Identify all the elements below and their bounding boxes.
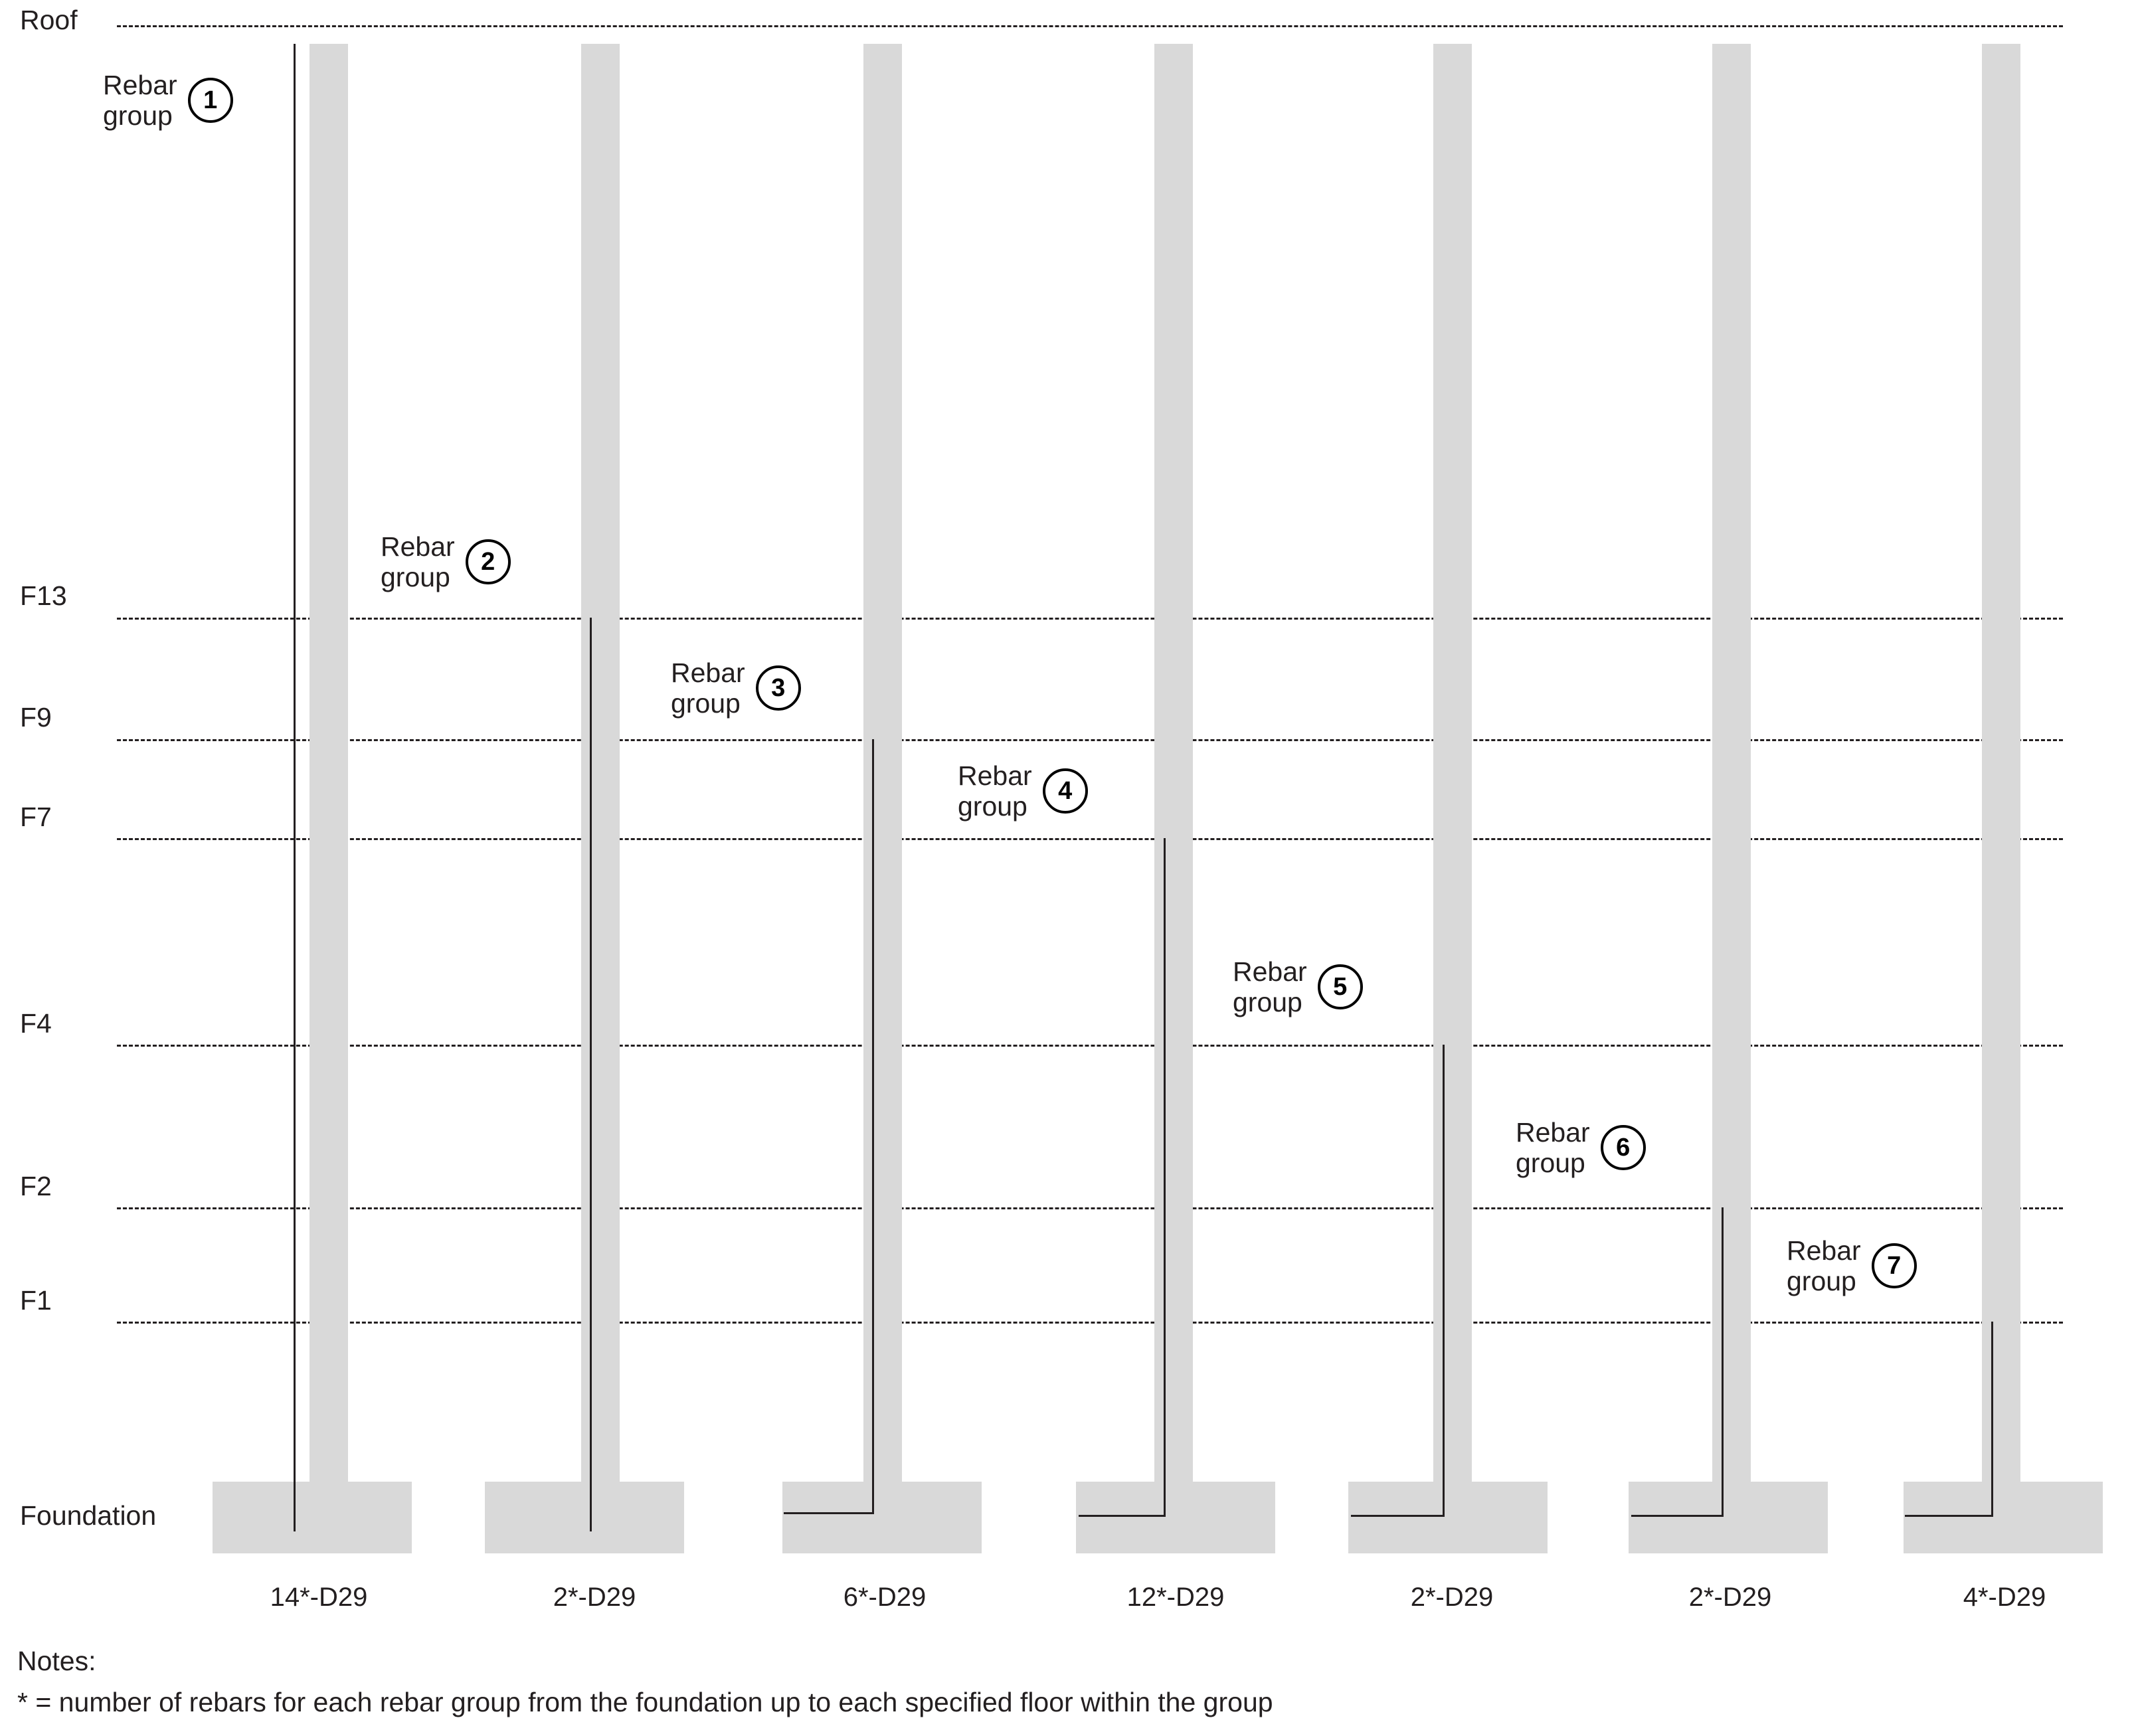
level-line-f2 bbox=[117, 1207, 2063, 1209]
column-footing-7 bbox=[1904, 1482, 2103, 1553]
rebar-foot-3 bbox=[784, 1512, 874, 1514]
level-label-f9: F9 bbox=[20, 702, 52, 733]
column-shaft-1 bbox=[310, 44, 348, 1482]
bar-label-3: 6*-D29 bbox=[843, 1583, 927, 1612]
bar-label-4: 12*-D29 bbox=[1126, 1583, 1225, 1612]
bar-label-5: 2*-D29 bbox=[1410, 1583, 1494, 1612]
callout-1-line1: Rebar bbox=[103, 70, 177, 100]
level-label-f13: F13 bbox=[20, 580, 67, 611]
level-line-f4 bbox=[117, 1045, 2063, 1047]
rebar-foot-5 bbox=[1351, 1515, 1445, 1517]
rebar-foot-7 bbox=[1905, 1515, 1993, 1517]
callout-3-line2: group bbox=[671, 688, 741, 719]
level-line-f13 bbox=[117, 618, 2063, 620]
rebar-line-3 bbox=[872, 739, 874, 1514]
callout-6-line1: Rebar bbox=[1516, 1117, 1590, 1148]
rebar-line-6 bbox=[1722, 1207, 1724, 1517]
callout-rebar-group-1 bbox=[103, 70, 233, 131]
level-label-roof: Roof bbox=[20, 5, 78, 35]
callout-5-line1: Rebar bbox=[1233, 956, 1307, 987]
callout-1-number: 1 bbox=[188, 78, 233, 123]
column-footing-2 bbox=[485, 1482, 684, 1553]
notes-heading: Notes: bbox=[17, 1646, 96, 1676]
rebar-line-1 bbox=[294, 44, 296, 1531]
callout-rebar-group-5 bbox=[1233, 956, 1363, 1017]
level-label-f4: F4 bbox=[20, 1008, 52, 1039]
column-shaft-7 bbox=[1982, 44, 2020, 1482]
column-shaft-4 bbox=[1154, 44, 1193, 1482]
level-label-foundation: Foundation bbox=[20, 1500, 157, 1531]
callout-6-number: 6 bbox=[1601, 1125, 1646, 1170]
callout-7-line1: Rebar bbox=[1787, 1235, 1861, 1266]
callout-rebar-group-3 bbox=[671, 657, 801, 719]
column-footing-3 bbox=[782, 1482, 982, 1553]
level-label-f7: F7 bbox=[20, 802, 52, 832]
callout-3-line1: Rebar bbox=[671, 657, 745, 688]
bar-label-6: 2*-D29 bbox=[1688, 1583, 1772, 1612]
bar-label-7: 4*-D29 bbox=[1963, 1583, 2046, 1612]
rebar-foot-6 bbox=[1631, 1515, 1724, 1517]
callout-5-number: 5 bbox=[1318, 964, 1363, 1009]
callout-rebar-group-4 bbox=[958, 760, 1088, 822]
level-line-f1 bbox=[117, 1322, 2063, 1324]
column-footing-4 bbox=[1076, 1482, 1275, 1553]
column-shaft-2 bbox=[581, 44, 620, 1482]
callout-5-line2: group bbox=[1233, 987, 1302, 1017]
notes-line-1: * = number of rebars for each rebar group from the foundation up to each specified floor within the group bbox=[17, 1687, 1273, 1717]
callout-rebar-group-6 bbox=[1516, 1117, 1646, 1178]
callout-4-line1: Rebar bbox=[958, 760, 1032, 791]
callout-2-number: 2 bbox=[466, 539, 511, 584]
column-shaft-6 bbox=[1712, 44, 1751, 1482]
column-shaft-5 bbox=[1433, 44, 1472, 1482]
callout-7-line2: group bbox=[1787, 1266, 1856, 1296]
level-line-f9 bbox=[117, 739, 2063, 741]
rebar-line-4 bbox=[1164, 838, 1166, 1517]
callout-4-number: 4 bbox=[1043, 768, 1088, 814]
callout-rebar-group-2 bbox=[381, 531, 511, 592]
rebar-line-5 bbox=[1443, 1045, 1445, 1517]
level-line-f7 bbox=[117, 838, 2063, 840]
column-shaft-3 bbox=[863, 44, 902, 1482]
rebar-foot-4 bbox=[1079, 1515, 1166, 1517]
rebar-line-2 bbox=[590, 618, 592, 1531]
bar-label-2: 2*-D29 bbox=[553, 1583, 636, 1612]
column-footing-6 bbox=[1629, 1482, 1828, 1553]
callout-6-line2: group bbox=[1516, 1148, 1585, 1178]
level-label-f2: F2 bbox=[20, 1171, 52, 1201]
callout-2-line2: group bbox=[381, 562, 450, 592]
rebar-line-7 bbox=[1991, 1322, 1993, 1517]
column-footing-5 bbox=[1348, 1482, 1548, 1553]
callout-rebar-group-7 bbox=[1787, 1235, 1917, 1296]
callout-2-line1: Rebar bbox=[381, 531, 455, 562]
column-footing-1 bbox=[213, 1482, 412, 1553]
callout-3-number: 3 bbox=[756, 665, 801, 711]
level-label-f1: F1 bbox=[20, 1285, 52, 1316]
bar-label-1: 14*-D29 bbox=[270, 1583, 368, 1612]
callout-7-number: 7 bbox=[1872, 1243, 1917, 1288]
level-line-roof bbox=[117, 25, 2063, 27]
callout-1-line2: group bbox=[103, 100, 173, 131]
callout-4-line2: group bbox=[958, 791, 1027, 822]
